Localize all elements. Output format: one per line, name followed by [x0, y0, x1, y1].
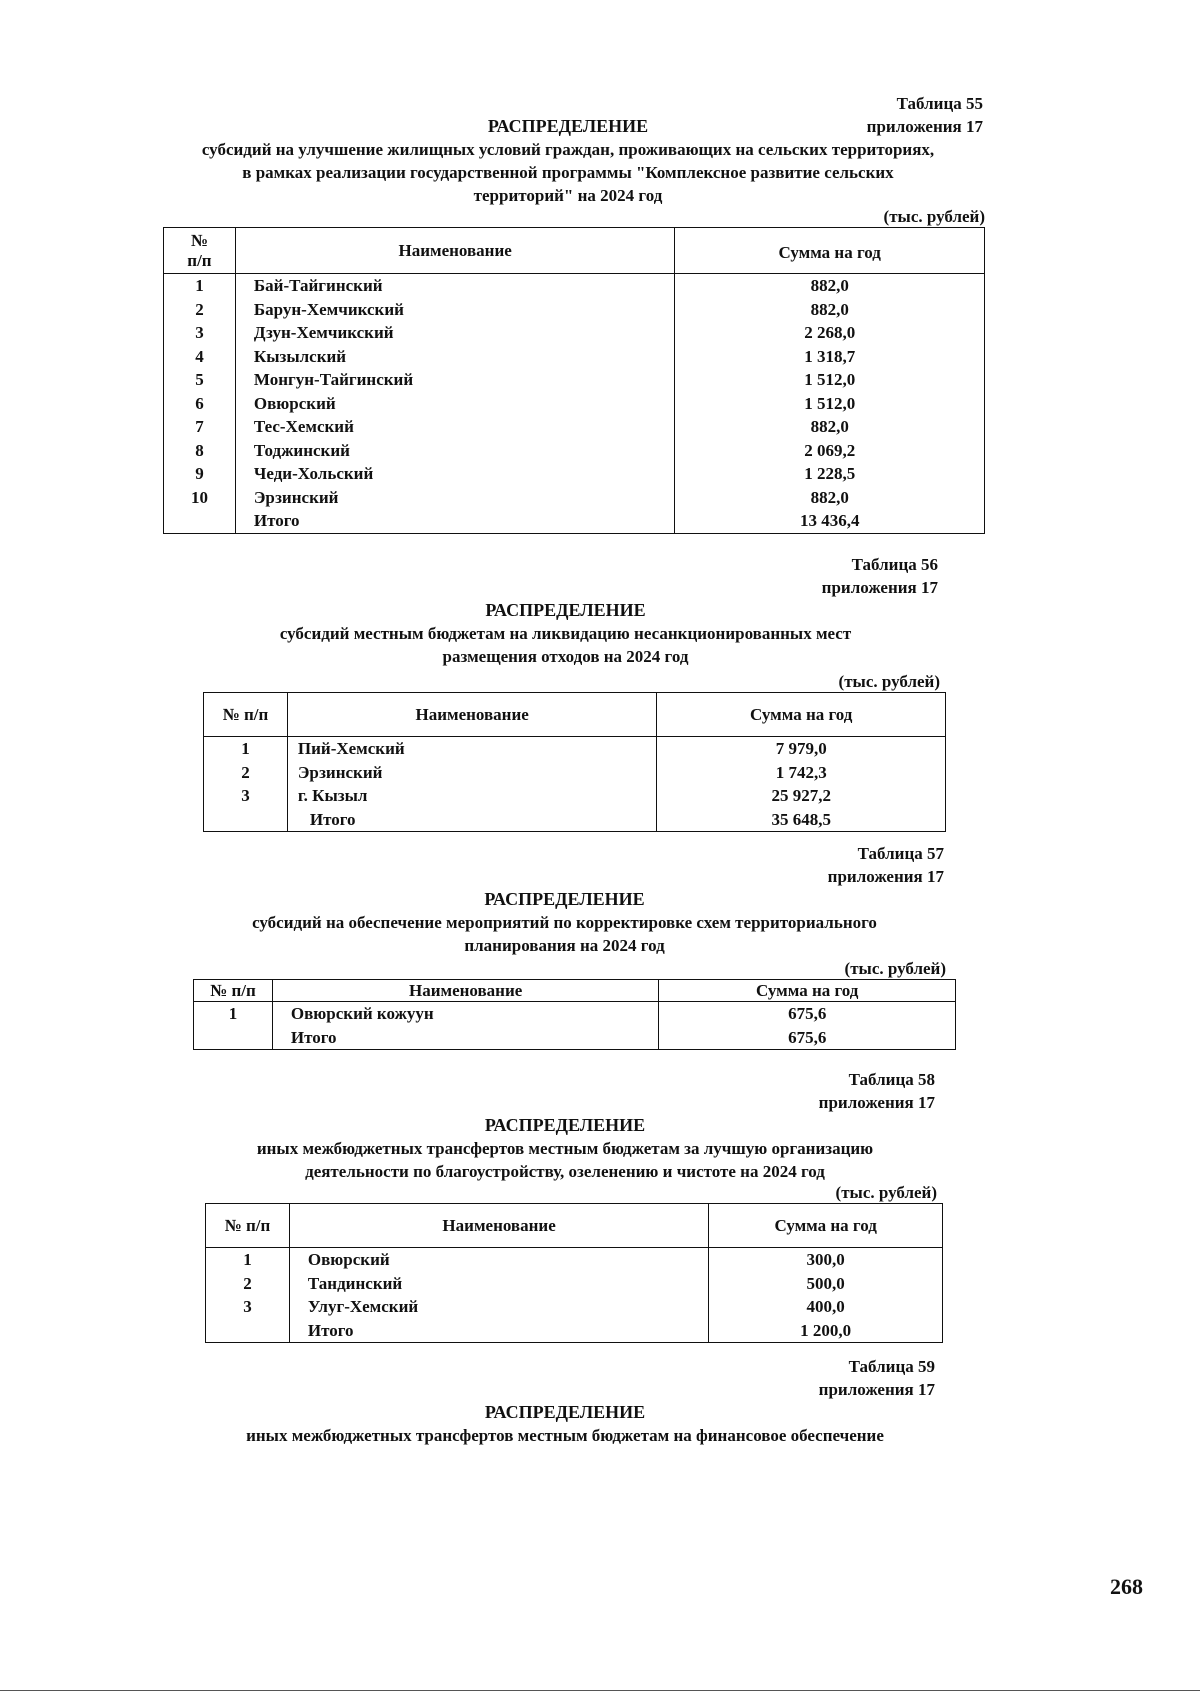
row-sum: 882,0 — [675, 486, 985, 510]
row-number: 3 — [204, 784, 288, 808]
table-number: Таблица 59 — [848, 1357, 935, 1376]
row-sum: 882,0 — [675, 274, 985, 298]
row-name: Дзун-Хемчикский — [235, 321, 674, 345]
unit-label: (тыс. рублей) — [838, 672, 940, 691]
column-header-name: Наименование — [272, 980, 659, 1002]
appendix-label: приложения 17 — [827, 867, 944, 886]
row-number: 3 — [206, 1295, 290, 1319]
table-56-section — [203, 553, 948, 832]
row-sum: 2 069,2 — [675, 439, 985, 463]
row-name: Итого — [287, 808, 657, 832]
row-name: Эрзинский — [235, 486, 674, 510]
table-title: РАСПРЕДЕЛЕНИЕ — [484, 1402, 646, 1422]
subtitle-line: размещения отходов на 2024 год — [442, 647, 689, 666]
row-number: 1 — [204, 737, 288, 761]
table-row — [164, 415, 985, 439]
table-total-row — [206, 1319, 943, 1343]
row-sum: 13 436,4 — [675, 509, 985, 533]
column-header-num-line2: п/п — [187, 250, 212, 270]
data-table — [205, 1203, 943, 1343]
table-title: РАСПРЕДЕЛЕНИЕ — [484, 889, 645, 909]
row-name: Тандинский — [289, 1272, 708, 1296]
table-row — [164, 321, 985, 345]
table-total-row — [204, 808, 946, 832]
row-number — [206, 1319, 290, 1343]
row-name: Барун-Хемчикский — [235, 298, 674, 322]
scan-edge-line — [0, 1690, 1200, 1691]
row-name: Монгун-Тайгинский — [235, 368, 674, 392]
table-row — [206, 1295, 943, 1319]
column-header-num: № п/п — [204, 693, 288, 737]
column-header-num-line1: № — [190, 230, 208, 250]
subtitle-line: субсидий на обеспечение мероприятий по корректировке схем территориального — [252, 913, 877, 932]
row-sum: 2 268,0 — [675, 321, 985, 345]
row-number: 10 — [164, 486, 236, 510]
table-55-section — [163, 92, 993, 534]
row-number: 1 — [194, 1002, 273, 1026]
row-name: Тес-Хемский — [235, 415, 674, 439]
table-title: РАСПРЕДЕЛЕНИЕ — [487, 116, 649, 136]
row-number: 7 — [164, 415, 236, 439]
row-sum: 882,0 — [675, 298, 985, 322]
row-sum: 35 648,5 — [657, 808, 946, 832]
row-name: Тоджинский — [235, 439, 674, 463]
column-header-name: Наименование — [235, 228, 674, 274]
table-title: РАСПРЕДЕЛЕНИЕ — [484, 1115, 646, 1135]
table-59-section — [205, 1355, 945, 1447]
data-table — [193, 979, 956, 1050]
row-number — [164, 509, 236, 533]
table-row — [204, 784, 946, 808]
row-number: 9 — [164, 462, 236, 486]
table-row — [206, 1272, 943, 1296]
table-row — [194, 1002, 956, 1026]
row-number: 2 — [204, 761, 288, 785]
column-header-sum: Сумма на год — [709, 1204, 943, 1248]
table-57-section — [193, 842, 956, 1050]
row-sum: 1 512,0 — [675, 368, 985, 392]
row-number: 3 — [164, 321, 236, 345]
row-number — [204, 808, 288, 832]
row-number: 5 — [164, 368, 236, 392]
subtitle-line: иных межбюджетных трансфертов местным бюджетам на финансовое обеспечение — [246, 1426, 884, 1445]
row-name: Бай-Тайгинский — [235, 274, 674, 298]
column-header-num: № п/п — [194, 980, 273, 1002]
table-row — [164, 486, 985, 510]
table-row — [164, 274, 985, 298]
row-number: 8 — [164, 439, 236, 463]
appendix-label: приложения 17 — [866, 117, 983, 136]
row-number: 6 — [164, 392, 236, 416]
row-sum: 1 318,7 — [675, 345, 985, 369]
row-number: 1 — [164, 274, 236, 298]
row-sum: 500,0 — [709, 1272, 943, 1296]
subtitle-line: субсидий местным бюджетам на ликвидацию несанкционированных мест — [279, 624, 852, 643]
subtitle-line: иных межбюджетных трансфертов местным бюджетам за лучшую организацию — [256, 1139, 874, 1158]
row-sum: 25 927,2 — [657, 784, 946, 808]
row-sum: 400,0 — [709, 1295, 943, 1319]
row-name: Пий-Хемский — [287, 737, 657, 761]
row-sum: 1 512,0 — [675, 392, 985, 416]
data-table — [203, 692, 946, 832]
table-title: РАСПРЕДЕЛЕНИЕ — [485, 600, 646, 620]
column-header-sum: Сумма на год — [659, 980, 956, 1002]
row-sum: 1 742,3 — [657, 761, 946, 785]
row-sum: 300,0 — [709, 1248, 943, 1272]
subtitle-line: в рамках реализации государственной программы "Комплексное развитие сельских — [242, 163, 894, 182]
row-number — [194, 1026, 273, 1050]
row-name: Итого — [235, 509, 674, 533]
table-row — [164, 368, 985, 392]
appendix-label: приложения 17 — [818, 1380, 935, 1399]
table-row — [164, 392, 985, 416]
unit-label: (тыс. рублей) — [883, 207, 985, 226]
table-row — [164, 298, 985, 322]
table-number: Таблица 58 — [848, 1070, 935, 1089]
table-row — [204, 737, 946, 761]
row-sum: 1 228,5 — [675, 462, 985, 486]
row-name: г. Кызыл — [287, 784, 657, 808]
row-name: Итого — [289, 1319, 708, 1343]
row-name: Улуг-Хемский — [289, 1295, 708, 1319]
table-row — [206, 1248, 943, 1272]
subtitle-line: планирования на 2024 год — [464, 936, 665, 955]
column-header-name: Наименование — [287, 693, 657, 737]
table-row — [164, 462, 985, 486]
page-number: 268 — [1110, 1574, 1143, 1599]
table-row — [164, 345, 985, 369]
row-number: 4 — [164, 345, 236, 369]
row-sum: 675,6 — [659, 1026, 956, 1050]
row-sum: 675,6 — [659, 1002, 956, 1026]
row-name: Эрзинский — [287, 761, 657, 785]
row-sum: 882,0 — [675, 415, 985, 439]
row-name: Овюрский кожуун — [272, 1002, 659, 1026]
row-sum: 7 979,0 — [657, 737, 946, 761]
table-total-row — [164, 509, 985, 533]
row-name: Чеди-Хольский — [235, 462, 674, 486]
appendix-label: приложения 17 — [821, 578, 938, 597]
subtitle-line: субсидий на улучшение жилищных условий граждан, проживающих на сельских территориях, — [201, 140, 935, 159]
unit-label: (тыс. рублей) — [835, 1183, 937, 1202]
row-name: Овюрский — [289, 1248, 708, 1272]
row-number: 1 — [206, 1248, 290, 1272]
column-header-sum: Сумма на год — [657, 693, 946, 737]
data-table — [163, 227, 985, 534]
table-row — [204, 761, 946, 785]
appendix-label: приложения 17 — [818, 1093, 935, 1112]
subtitle-line: деятельности по благоустройству, озеленению и чистоте на 2024 год — [305, 1162, 825, 1181]
column-header-num — [164, 228, 236, 274]
row-number: 2 — [164, 298, 236, 322]
subtitle-line: территорий" на 2024 год — [473, 186, 663, 205]
table-58-section — [205, 1068, 945, 1343]
row-sum: 1 200,0 — [709, 1319, 943, 1343]
row-name: Овюрский — [235, 392, 674, 416]
column-header-sum: Сумма на год — [675, 228, 985, 274]
column-header-num: № п/п — [206, 1204, 290, 1248]
table-row — [164, 439, 985, 463]
column-header-name: Наименование — [289, 1204, 708, 1248]
row-name: Итого — [272, 1026, 659, 1050]
table-number: Таблица 57 — [857, 844, 944, 863]
table-number: Таблица 56 — [851, 555, 938, 574]
unit-label: (тыс. рублей) — [844, 959, 946, 978]
table-number: Таблица 55 — [896, 94, 983, 113]
table-total-row — [194, 1026, 956, 1050]
row-name: Кызылский — [235, 345, 674, 369]
row-number: 2 — [206, 1272, 290, 1296]
